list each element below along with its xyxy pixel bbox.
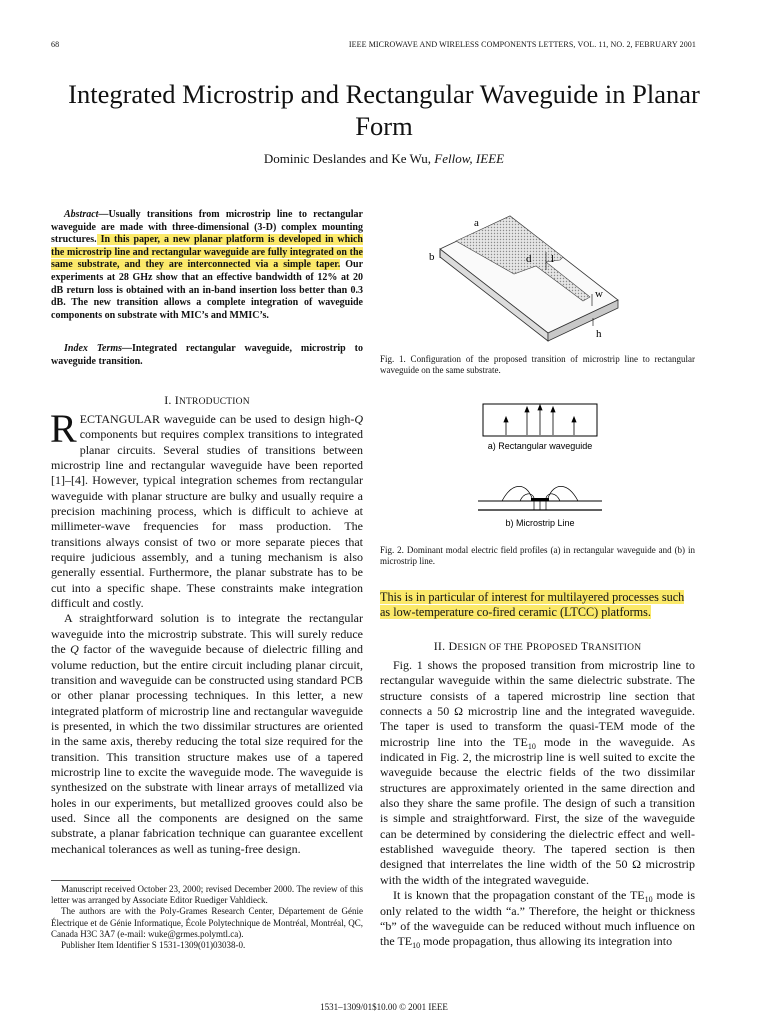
- journal-running-head: IEEE MICROWAVE AND WIRELESS COMPONENTS LETTERS, VOL. 11, NO. 2, FEBRUARY 2001: [348, 40, 696, 49]
- abstract-text-1: Usually transitions from microstrip line to rectangular waveguide are made with three-dimensional (3-D) complex mounting structures.: [51, 209, 363, 246]
- footnote-affiliation: The authors are with the Poly-Grames Research Center, Département de Génie Électrique et de Génie Informatique, École Polytechnique de Montréal, Montréal, QC, Canada H3C 3A7 (e-mail: wuke@grmes.polymtl.ca).: [51, 906, 363, 939]
- author-line: [40, 151, 728, 167]
- index-terms: [51, 343, 363, 368]
- figure-1-diagram: [418, 208, 628, 348]
- abstract-text-2: Our experiments at 28 GHz show that an effective bandwidth of 12% at 20 dB return loss is obtained with an in-band insertion loss better than 0.3 dB. The new transition allows a complete integration of waveguide components on substrate with MIC’s and MMIC’s.: [51, 259, 364, 321]
- page-number: 68: [51, 40, 60, 49]
- design-paragraph-1: Fig. 1 shows the proposed transition from microstrip line to rectangular waveguide within the same dielectric substrate. The structure consists of a tapered microstrip line section that connects a 50 Ω microstrip line and the integrated waveguide. The taper is used to transform the quasi-TEM mode of the microstrip line into the $TE_{10}$ mode in the waveguide. As indicated in Fig. 2, the microstrip line is well suited to excite the waveguide because the electric fields of the two dissimilar structures are approximately oriented in the same direction and also they share the same profile. The design of such a transition is simple and straightforward. First, the size of the waveguide can be determined by considering the dielectric effect and well-established waveguide theory. The tapered section is then designed that interrelates the line width of the 50 Ω microstrip with the width of the integrated waveguide.: [380, 658, 696, 887]
- footnote-manuscript: Manuscript received October 23, 2000; revised December 2000. The review of this letter was arranged by Associate Editor Ruediger Vahldieck.: [51, 884, 363, 906]
- abstract: [51, 209, 363, 322]
- figure-2-caption: Fig. 2. Dominant modal electric field profiles (a) in rectangular waveguide and (b) in microstrip line.: [380, 545, 695, 566]
- footnote-rule: [51, 880, 131, 881]
- fig1-label-w: w: [595, 288, 603, 300]
- section-1-body: [50, 406, 363, 857]
- fig1-label-h: h: [596, 328, 602, 340]
- waveguide-field-arrows: [504, 405, 576, 435]
- copyright-footer: 1531–1309/01$10.00 © 2001 IEEE: [320, 1002, 448, 1012]
- index-terms-text: Integrated rectangular waveguide, microstrip to waveguide transition.: [51, 343, 363, 367]
- abstract-label: Abstract—: [64, 209, 109, 220]
- drop-cap: R: [50, 406, 77, 451]
- section-2-body: [380, 658, 695, 950]
- abstract-highlight: In this paper, a new planar platform is developed in which the microstrip line and rectangular waveguide are fully integrated on the same substrate, and they are interconnected via a simple taper.: [51, 234, 363, 271]
- fig1-label-l: l: [551, 253, 555, 265]
- fig2-label-a: a) Rectangular waveguide: [487, 441, 593, 451]
- footnotes: [51, 884, 363, 951]
- index-terms-label: Index Terms—: [64, 343, 133, 354]
- fig1-label-d: d: [526, 253, 532, 265]
- fig1-label-b: b: [429, 251, 435, 263]
- fig1-label-a: a: [474, 217, 479, 229]
- footnote-publisher-id: Publisher Item Identifier S 1531-1309(01)03038-0.: [61, 940, 246, 951]
- section-2-heading: II. DESIGN OF THE PROPOSED TRANSITION: [433, 639, 642, 653]
- paper-title: Integrated Microstrip and Rectangular Waveguide in Planar Form: [68, 79, 700, 141]
- author-role: Fellow, IEEE: [434, 151, 505, 166]
- figure-2-diagram: [470, 398, 610, 538]
- intro-paragraph-1: RECTANGULAR waveguide can be used to design high-Q components but requires complex transitions to integrated planar circuits. Several studies of transitions between microstrip line and rectangular waveguide have been reported [1]–[4]. However, typical integration schemes from rectangular waveguide with planar structure are bulky and usually require a precision machining process, which is difficult to achieve at millimeter-wave frequencies for mass production. The transitions always consist of two or more separate pieces that require judicious assembly, and a tuning mechanism is also generally essential. Furthermore, the planar substrate has to be cut into a specific shape. These constraints make integration difficult and costly.: [50, 406, 363, 611]
- highlighted-note: This is in particular of interest for multilayered processes such as low-temperature co-fired ceramic (LTCC) platforms.: [380, 590, 685, 620]
- design-paragraph-2: It is known that the propagation constant of the $TE_{10}$ mode is only related to the width “a.” Therefore, the height or thickness “b” of the waveguide can be reduced without much influence on the $TE_{10}$ mode propagation, thus allowing its integration into: [380, 888, 696, 951]
- section-1-heading: I. INTRODUCTION: [164, 393, 250, 407]
- intro-paragraph-2: A straightforward solution is to integrate the rectangular waveguide into the microstrip substrate. This will surely reduce the Q factor of the waveguide because of dielectric filling and volume reduction, but the entire circuit including planar circuit, transition and waveguide can be constructed using standard PCB or other planar processing techniques. In this letter, a new integrated platform of microstrip line and rectangular waveguide is presented, in which the two dissimilar structures are oriented in the same axis, thereby reducing the total size required for the transition. This transition structure makes use of a tapered microstrip line to excite the waveguide mode. The waveguide is synthesized on the substrate with linear arrays of metallized via holes in our experiments, but metallized grooves could also be used. Since all the components are designed on the same substrate, a planar fabrication technique can guarantee excellent mechanical tolerances as well as tuning-free design.: [51, 611, 363, 856]
- microstrip-strip: [531, 498, 549, 501]
- fig2-label-b: b) Microstrip Line: [505, 518, 575, 528]
- figure-1-caption: Fig. 1. Configuration of the proposed transition of microstrip line to rectangular waveguide on the same substrate.: [380, 354, 695, 375]
- author-names: Dominic Deslandes and Ke Wu,: [263, 151, 432, 166]
